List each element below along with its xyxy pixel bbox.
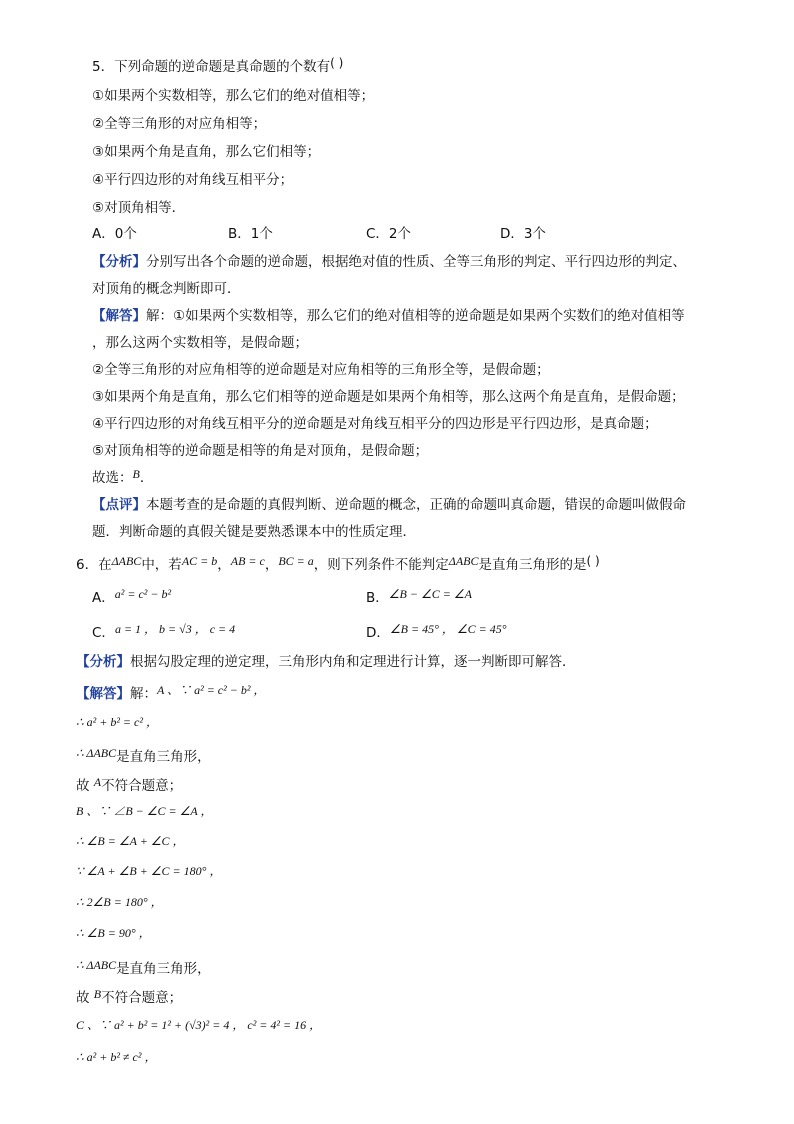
q6-stem-b: 中，若 xyxy=(141,557,182,573)
q6-solution-math-11: B xyxy=(93,987,102,1001)
q6-solution-line-13 xyxy=(76,1052,156,1070)
q6-solution-post-10: 是直角三角形， xyxy=(116,961,211,977)
q5-analysis-line-1 xyxy=(92,253,686,271)
q6-stem-ab: AB = c xyxy=(230,554,265,568)
q6-option-c xyxy=(92,624,235,642)
q5-solution-line-1 xyxy=(92,307,685,325)
q6-stem-bc: BC = a xyxy=(278,554,314,568)
q6-solution-math-6: ∴ ∠B = ∠A + ∠C ， xyxy=(76,834,185,848)
q5-choose-line xyxy=(92,469,153,487)
q6-solution-post-11: 不符合题意； xyxy=(101,990,183,1006)
q6-stem-comma-1: ， xyxy=(217,557,231,573)
q5-analysis-line-2: 对顶角的概念判断即可． xyxy=(92,281,241,297)
q6-stem-ac: AC = b xyxy=(181,554,218,568)
q6-stem-c: ，则下列条件不能判定 xyxy=(313,557,449,573)
q6-solution-math-3: ∴ ΔABC xyxy=(76,746,117,760)
q5-option-d: D．3个 xyxy=(500,226,546,242)
q5-comment-line-1 xyxy=(92,496,686,514)
q6-stem-d: 是直角三角形的是 xyxy=(478,557,587,573)
q5-comment-line-2: 题．判断命题的真假关键是要熟悉课本中的性质定理． xyxy=(92,524,416,540)
q6-option-d xyxy=(366,624,507,642)
comment-tag: 【点评】 xyxy=(92,497,146,513)
q6-stem-tri: ΔABC xyxy=(111,554,142,568)
q6-solution-math-10: ∴ ΔABC xyxy=(76,958,117,972)
q6-answer-paren: ( ) xyxy=(586,554,600,568)
q6-solution-line-3 xyxy=(76,748,211,766)
q6-solution-math-4: A xyxy=(93,775,102,789)
q5-solution-line-3: ②全等三角形的对应角相等的逆命题是对应角相等的三角形全等，是假命题； xyxy=(92,362,550,378)
q6-solution-line-6 xyxy=(76,836,185,854)
solution-tag: 【解答】 xyxy=(92,308,146,324)
q5-choose-suffix: ． xyxy=(139,470,154,486)
q5-prop-1: ①如果两个实数相等，那么它们的绝对值相等； xyxy=(92,88,375,104)
q5-solution-text-1: 解：①如果两个实数相等，那么它们的绝对值相等的逆命题是如果两个实数们的绝对值相等 xyxy=(146,308,685,324)
q6-solution-line-11 xyxy=(76,989,182,1007)
q5-choose-answer: B xyxy=(132,467,140,481)
q6-option-c-math: a = 1 ， b = √3 ， c = 4 xyxy=(114,622,236,636)
q6-option-d-label: D． xyxy=(366,625,390,641)
q5-prop-5: ⑤对顶角相等． xyxy=(92,200,186,216)
q6-solution-line-4 xyxy=(76,777,182,795)
q5-solution-line-2: ，那么这两个实数相等，是假命题； xyxy=(92,335,308,351)
q5-answer-paren: ( ) xyxy=(330,56,344,70)
q6-option-d-math: ∠B = 45° ， ∠C = 45° xyxy=(389,622,507,636)
q6-solution-line-9 xyxy=(76,928,151,946)
q5-option-c: C．2个 xyxy=(366,226,412,242)
q6-option-b-label: B． xyxy=(366,590,389,606)
q6-stem-comma-2: ， xyxy=(264,557,279,573)
q6-solution-math-12: C 、∵ a² + b² = 1² + (√3)² = 4 ， c² = 4² = 16 ， xyxy=(76,1018,322,1032)
q6-solution-pre-11: 故 xyxy=(76,990,94,1006)
q5-choose-prefix: 故选： xyxy=(92,470,133,486)
q6-solution-math-7: ∵ ∠A + ∠B + ∠C = 180° ， xyxy=(76,864,222,878)
q6-solution-math-8: ∴ 2∠B = 180° ， xyxy=(76,895,163,909)
q6-solution-math-1: A 、∵ a² = c² − b² ， xyxy=(157,683,266,697)
q6-stem-tri-2: ΔABC xyxy=(448,554,479,568)
q6-analysis-line xyxy=(76,653,576,671)
q6-solution-math-5: B 、∵ ∠B − ∠C = ∠A ， xyxy=(76,804,213,818)
q5-solution-line-4: ③如果两个角是直角，那么它们相等的逆命题是如果两个角相等，那么这两个角是直角，是假命题； xyxy=(92,389,685,405)
q6-option-a-label: A． xyxy=(92,590,115,606)
solution-tag: 【解答】 xyxy=(76,686,130,702)
analysis-tag: 【分析】 xyxy=(76,654,130,670)
q6-solution-line-2 xyxy=(76,717,158,735)
q6-option-a xyxy=(92,589,171,607)
q6-option-a-math: a² = c² − b² xyxy=(114,587,172,601)
q6-option-b xyxy=(366,589,472,607)
q6-option-c-label: C． xyxy=(92,625,115,641)
analysis-tag: 【分析】 xyxy=(92,254,146,270)
q5-solution-line-6: ⑤对顶角相等的逆命题是相等的角是对顶角，是假命题； xyxy=(92,443,429,459)
q5-prop-4: ④平行四边形的对角线互相平分； xyxy=(92,172,294,188)
q6-solution-line-1 xyxy=(76,685,265,703)
q5-option-b: B．1个 xyxy=(228,226,273,242)
q6-solution-line-10 xyxy=(76,960,211,978)
q6-solution-line-8 xyxy=(76,897,163,915)
q5-stem xyxy=(92,58,343,76)
q6-solution-post-4: 不符合题意； xyxy=(101,778,183,794)
q6-solution-pre-1: 解： xyxy=(130,686,157,702)
q5-analysis-text-1: 分别写出各个命题的逆命题，根据绝对值的性质、全等三角形的判定、平行四边形的判定、 xyxy=(146,254,686,270)
q5-prop-2: ②全等三角形的对应角相等； xyxy=(92,116,267,132)
q6-solution-pre-4: 故 xyxy=(76,778,94,794)
q6-solution-post-3: 是直角三角形， xyxy=(116,749,211,765)
q6-option-b-math: ∠B − ∠C = ∠A xyxy=(388,587,472,601)
q6-solution-line-12 xyxy=(76,1020,321,1038)
q6-solution-line-7 xyxy=(76,866,221,884)
q6-stem xyxy=(76,556,600,574)
q6-solution-math-9: ∴ ∠B = 90° ， xyxy=(76,926,151,940)
q5-option-a: A．0个 xyxy=(92,226,137,242)
q5-prop-3: ③如果两个角是直角，那么它们相等； xyxy=(92,144,321,160)
q6-solution-math-13: ∴ a² + b² ≠ c² ， xyxy=(76,1050,157,1064)
q6-stem-a: 6．在 xyxy=(76,557,112,573)
q6-solution-line-5 xyxy=(76,806,213,824)
q5-solution-line-5: ④平行四边形的对角线互相平分的逆命题是对角线互相平分的四边形是平行四边形，是真命题； xyxy=(92,416,658,432)
q5-comment-text-1: 本题考查的是命题的真假判断、逆命题的概念，正确的命题叫真命题，错误的命题叫做假命 xyxy=(146,497,686,513)
q5-stem-text: 5．下列命题的逆命题是真命题的个数有 xyxy=(92,59,331,75)
q6-analysis-text: 根据勾股定理的逆定理，三角形内角和定理进行计算，逐一判断即可解答． xyxy=(130,654,576,670)
q6-solution-math-2: ∴ a² + b² = c² ， xyxy=(76,715,158,729)
